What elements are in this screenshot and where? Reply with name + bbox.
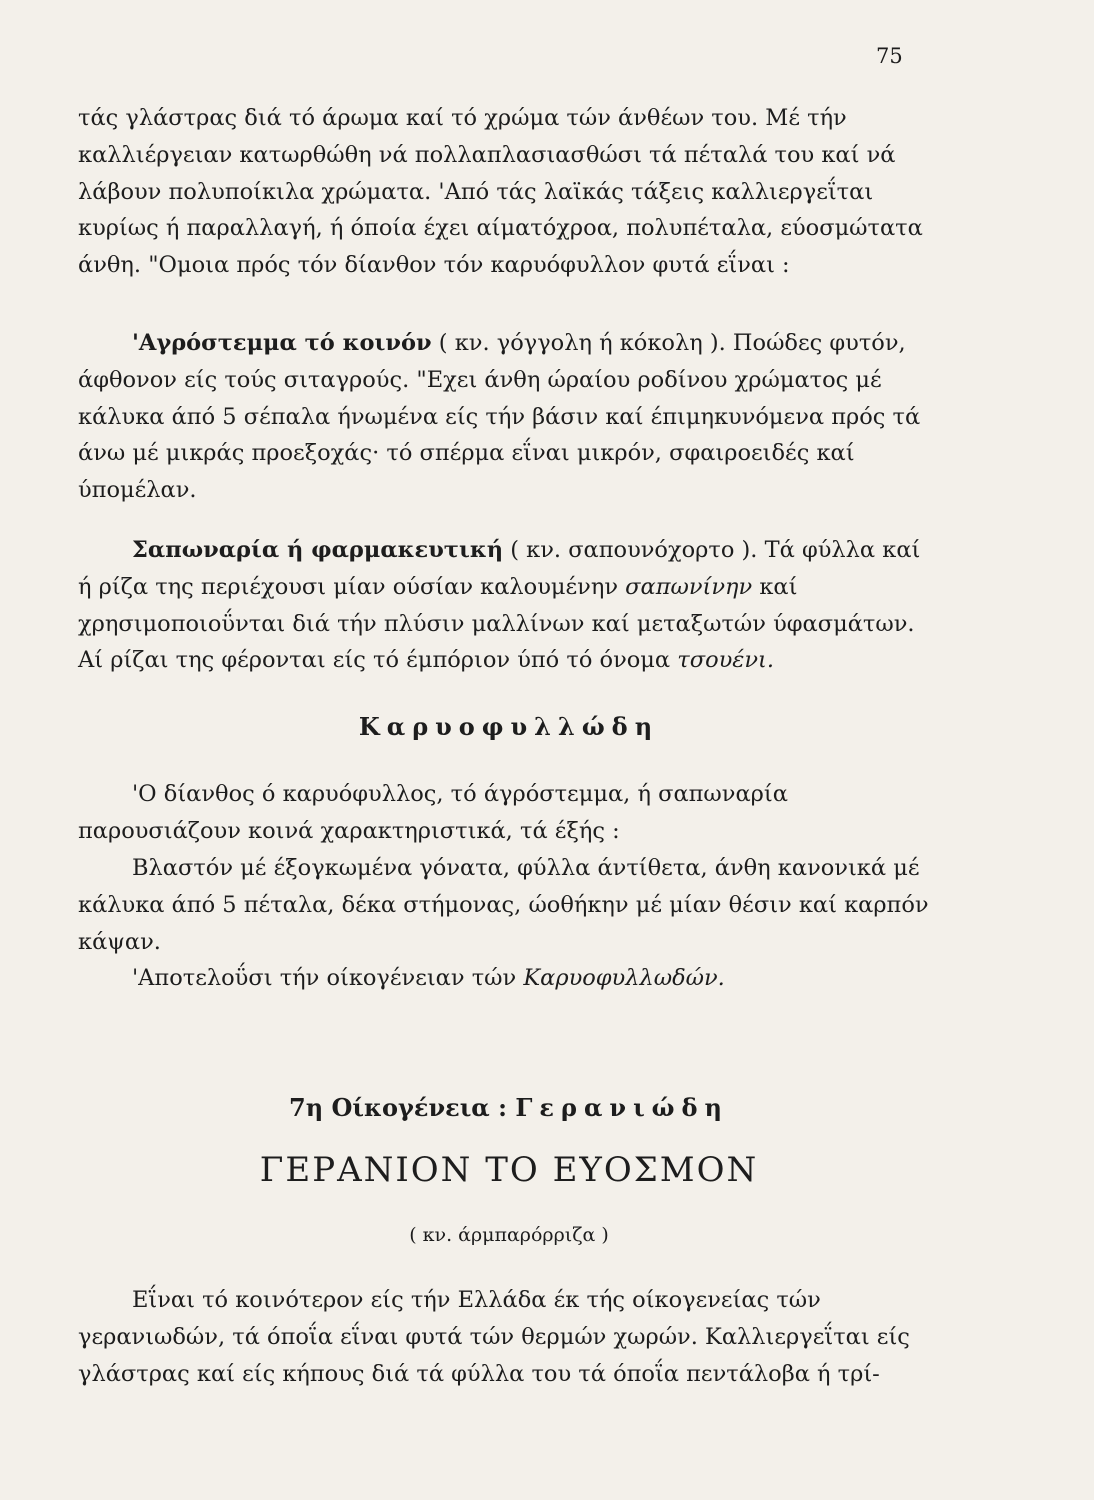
paragraph-carnation-end: τάς γλάστρας διά τό άρωμα καί τό χρώμα τών άνθέων του. Μέ τήν καλλιέργειαν κατωρθώθη νά πολλαπλασιασθώσι τά πέταλά του καί νά λάβουν πολυποίκιλα χρώματα. 'Από τάς λαϊκάς τάξεις καλλιεργεΐται κυρίως ή παραλλαγή, ή όποία έχει αίματόχροα, πολυπέταλα, εύοσμώτατα άνθη. "Ομοια πρός τόν δίανθον τόν καρυόφυλλον φυτά εΐναι : (78, 105, 923, 279)
heading-geranium: ΓΕΡΑΝΙΟΝ ΤΟ ΕΥΟΣΜΟΝ (259, 1150, 759, 1190)
agrostemma-description: ( κν. γόγγολη ή κόκολη ). Ποώδες φυτόν, άφθονον είς τούς σιταγρούς. "Εχει άνθη ώραίου ροδίνου χρώματος μέ κάλυκα άπό 5 σέπαλα ήνωμένα είς τήν βάσιν καί έπιμηκυνόμενα πρός τά άνω μέ μικράς προεξοχάς· τό σπέρμα εΐναι μικρόν, σφαιροειδές καί ύπομέλαν. (78, 330, 921, 504)
heading-family-number: 7η Οίκογένεια : (289, 1093, 516, 1122)
saponaria-description-a: ( κν. σαπουνόχορτο ). Τά φύλλα καί ή ρίζα της περιέχουσι μίαν ούσίαν καλουμένην (78, 537, 921, 600)
saponaria-saponin: σαπωνίνην (625, 573, 753, 600)
paragraph-geranium: Εΐναι τό κοινότερον είς τήν Ελλάδα έκ τής οίκογενείας τών γερανιωδών, τά όποΐα εΐναι φυτά τών θερμών χωρών. Καλλιεργεΐται είς γλάστρας καί είς κήπους διά τά φύλλα του τά όποΐα πεντάλοβα ή τρί- (78, 1287, 910, 1387)
page-number: 75 (876, 44, 903, 68)
family-text: 'Αποτελοΰσι τήν οίκογένειαν τών (132, 965, 524, 991)
paragraph-agrostemma (78, 325, 940, 509)
saponaria-trade-name: τσουένι. (677, 647, 775, 674)
heading-caryophyllaceae: Καρυοφυλλώδη (358, 712, 660, 741)
paragraph-characteristics: Βλαστόν μέ έξογκωμένα γόνατα, φύλλα άντίθετα, άνθη κανονικά μέ κάλυκα άπό 5 πέταλα, δέκα στήμονας, ώοθήκην μέ μίαν θέσιν καί καρπόν κάψαν. (78, 855, 929, 955)
saponaria-description-b: καί χρησιμοποιοΰνται διά τήν πλύσιν μαλλίνων καί μεταξωτών ύφασμάτων. Αί ρίζαι της φέρονται είς τό έμπόριον ύπό τό όνομα (78, 573, 915, 674)
family-name: Καρυοφυλλωδών. (523, 965, 725, 991)
paragraph-common-features: 'Ο δίανθος ό καρυόφυλλος, τό άγρόστεμμα, ή σαπωναρία παρουσιάζουν κοινά χαρακτηριστικά, τά έξής : (78, 781, 788, 844)
heading-family-name: Γερανιώδη (515, 1093, 729, 1122)
paragraph-saponaria (78, 532, 940, 679)
term-agrostemma: 'Αγρόστεμμα τό κοινόν (132, 330, 432, 356)
term-saponaria: Σαπωναρία ή φαρμακευτική (132, 537, 504, 563)
heading-geranium-common-name: ( κν. άρμπαρόρριζα ) (409, 1224, 609, 1246)
paragraph-family (78, 960, 940, 997)
heading-geraniaceae (78, 1093, 940, 1122)
